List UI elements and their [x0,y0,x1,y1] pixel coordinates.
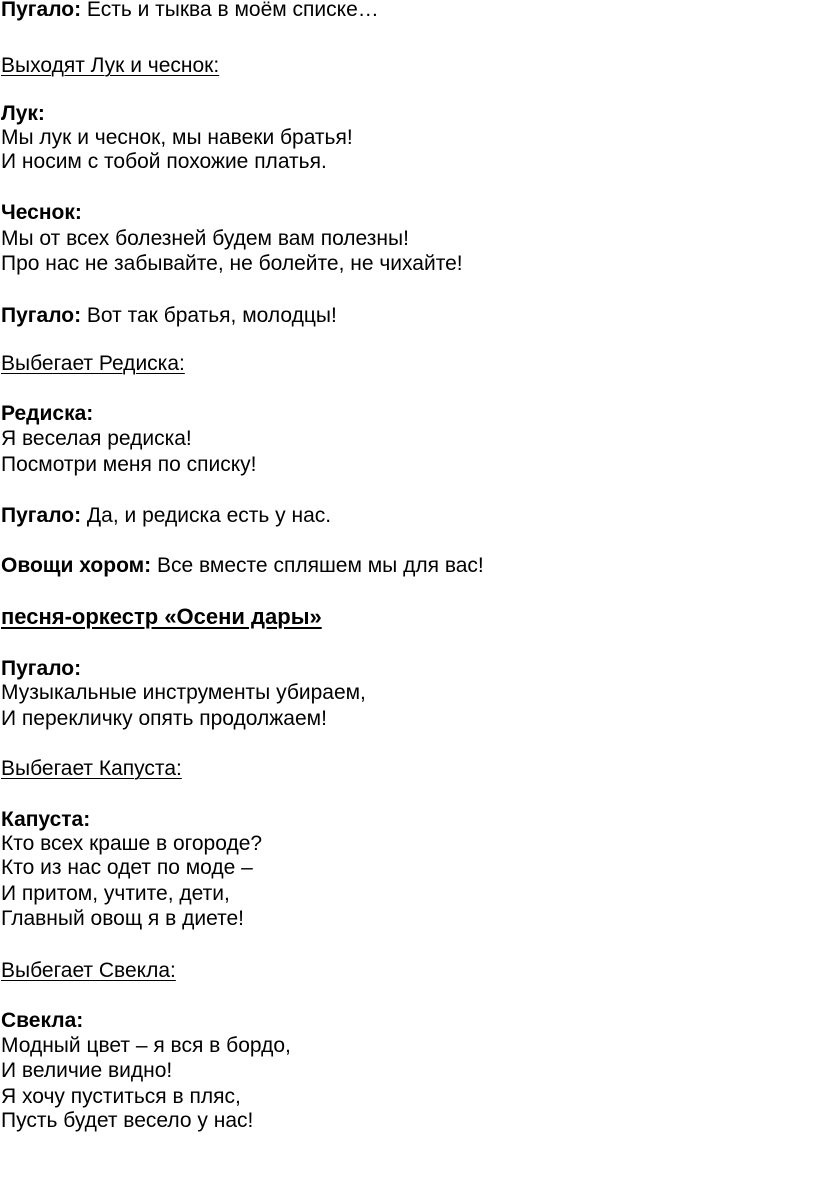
verse-line: Посмотри меня по списку! [1,453,257,476]
dialogue-line-scarecrow [1,0,379,23]
speaker-heading: Редиска: [1,402,94,425]
verse-line: Я хочу пуститься в пляс, [1,1085,241,1108]
verse-line: Главный овощ я в диете! [1,907,244,930]
speaker-label: Пугало: [1,504,82,527]
dialogue-line-chorus [1,553,484,579]
speaker-heading: Пугало: [1,657,82,680]
verse-line: Мы от всех болезней будем вам полезны! [1,227,409,250]
speaker-heading: Свекла: [1,1009,84,1032]
stage-direction: Выходят Лук и чеснок: [1,54,220,77]
line-text: Есть и тыква в моём списке… [81,0,379,21]
verse-line: И перекличку опять продолжаем! [1,707,327,730]
speaker-heading: Лук: [1,102,45,125]
verse-line: Мы лук и чеснок, мы навеки братья! [1,126,353,149]
speaker-label: Овощи хором: [1,554,152,577]
verse-line: Кто из нас одет по моде – [1,856,253,879]
speaker-heading: Капуста: [1,808,91,831]
speaker-label: Пугало: [1,0,82,21]
speaker-label: Пугало: [1,304,82,327]
stage-direction: Выбегает Редиска: [1,352,185,375]
speaker-heading: Чеснок: [1,201,82,224]
dialogue-line-scarecrow [1,503,331,529]
verse-line: И величие видно! [1,1059,173,1082]
verse-line: Музыкальные инструменты убираем, [1,681,366,704]
song-heading: песня-оркестр «Осени дары» [1,604,322,629]
stage-direction: Выбегает Капуста: [1,757,182,780]
verse-line: Я веселая редиска! [1,427,192,450]
line-text: Да, и редиска есть у нас. [81,504,332,527]
verse-line: Пусть будет весело у нас! [1,1109,254,1132]
verse-line: Про нас не забывайте, не болейте, не чихайте! [1,252,463,275]
line-text: Все вместе спляшем мы для вас! [151,554,484,577]
line-text: Вот так братья, молодцы! [81,304,337,327]
verse-line: Кто всех краше в огороде? [1,832,263,855]
verse-line: И носим с тобой похожие платья. [1,150,327,173]
stage-direction: Выбегает Свекла: [1,959,176,982]
verse-line: Модный цвет – я вся в бордо, [1,1034,291,1057]
dialogue-line-scarecrow [1,303,337,329]
verse-line: И притом, учтите, дети, [1,882,230,905]
